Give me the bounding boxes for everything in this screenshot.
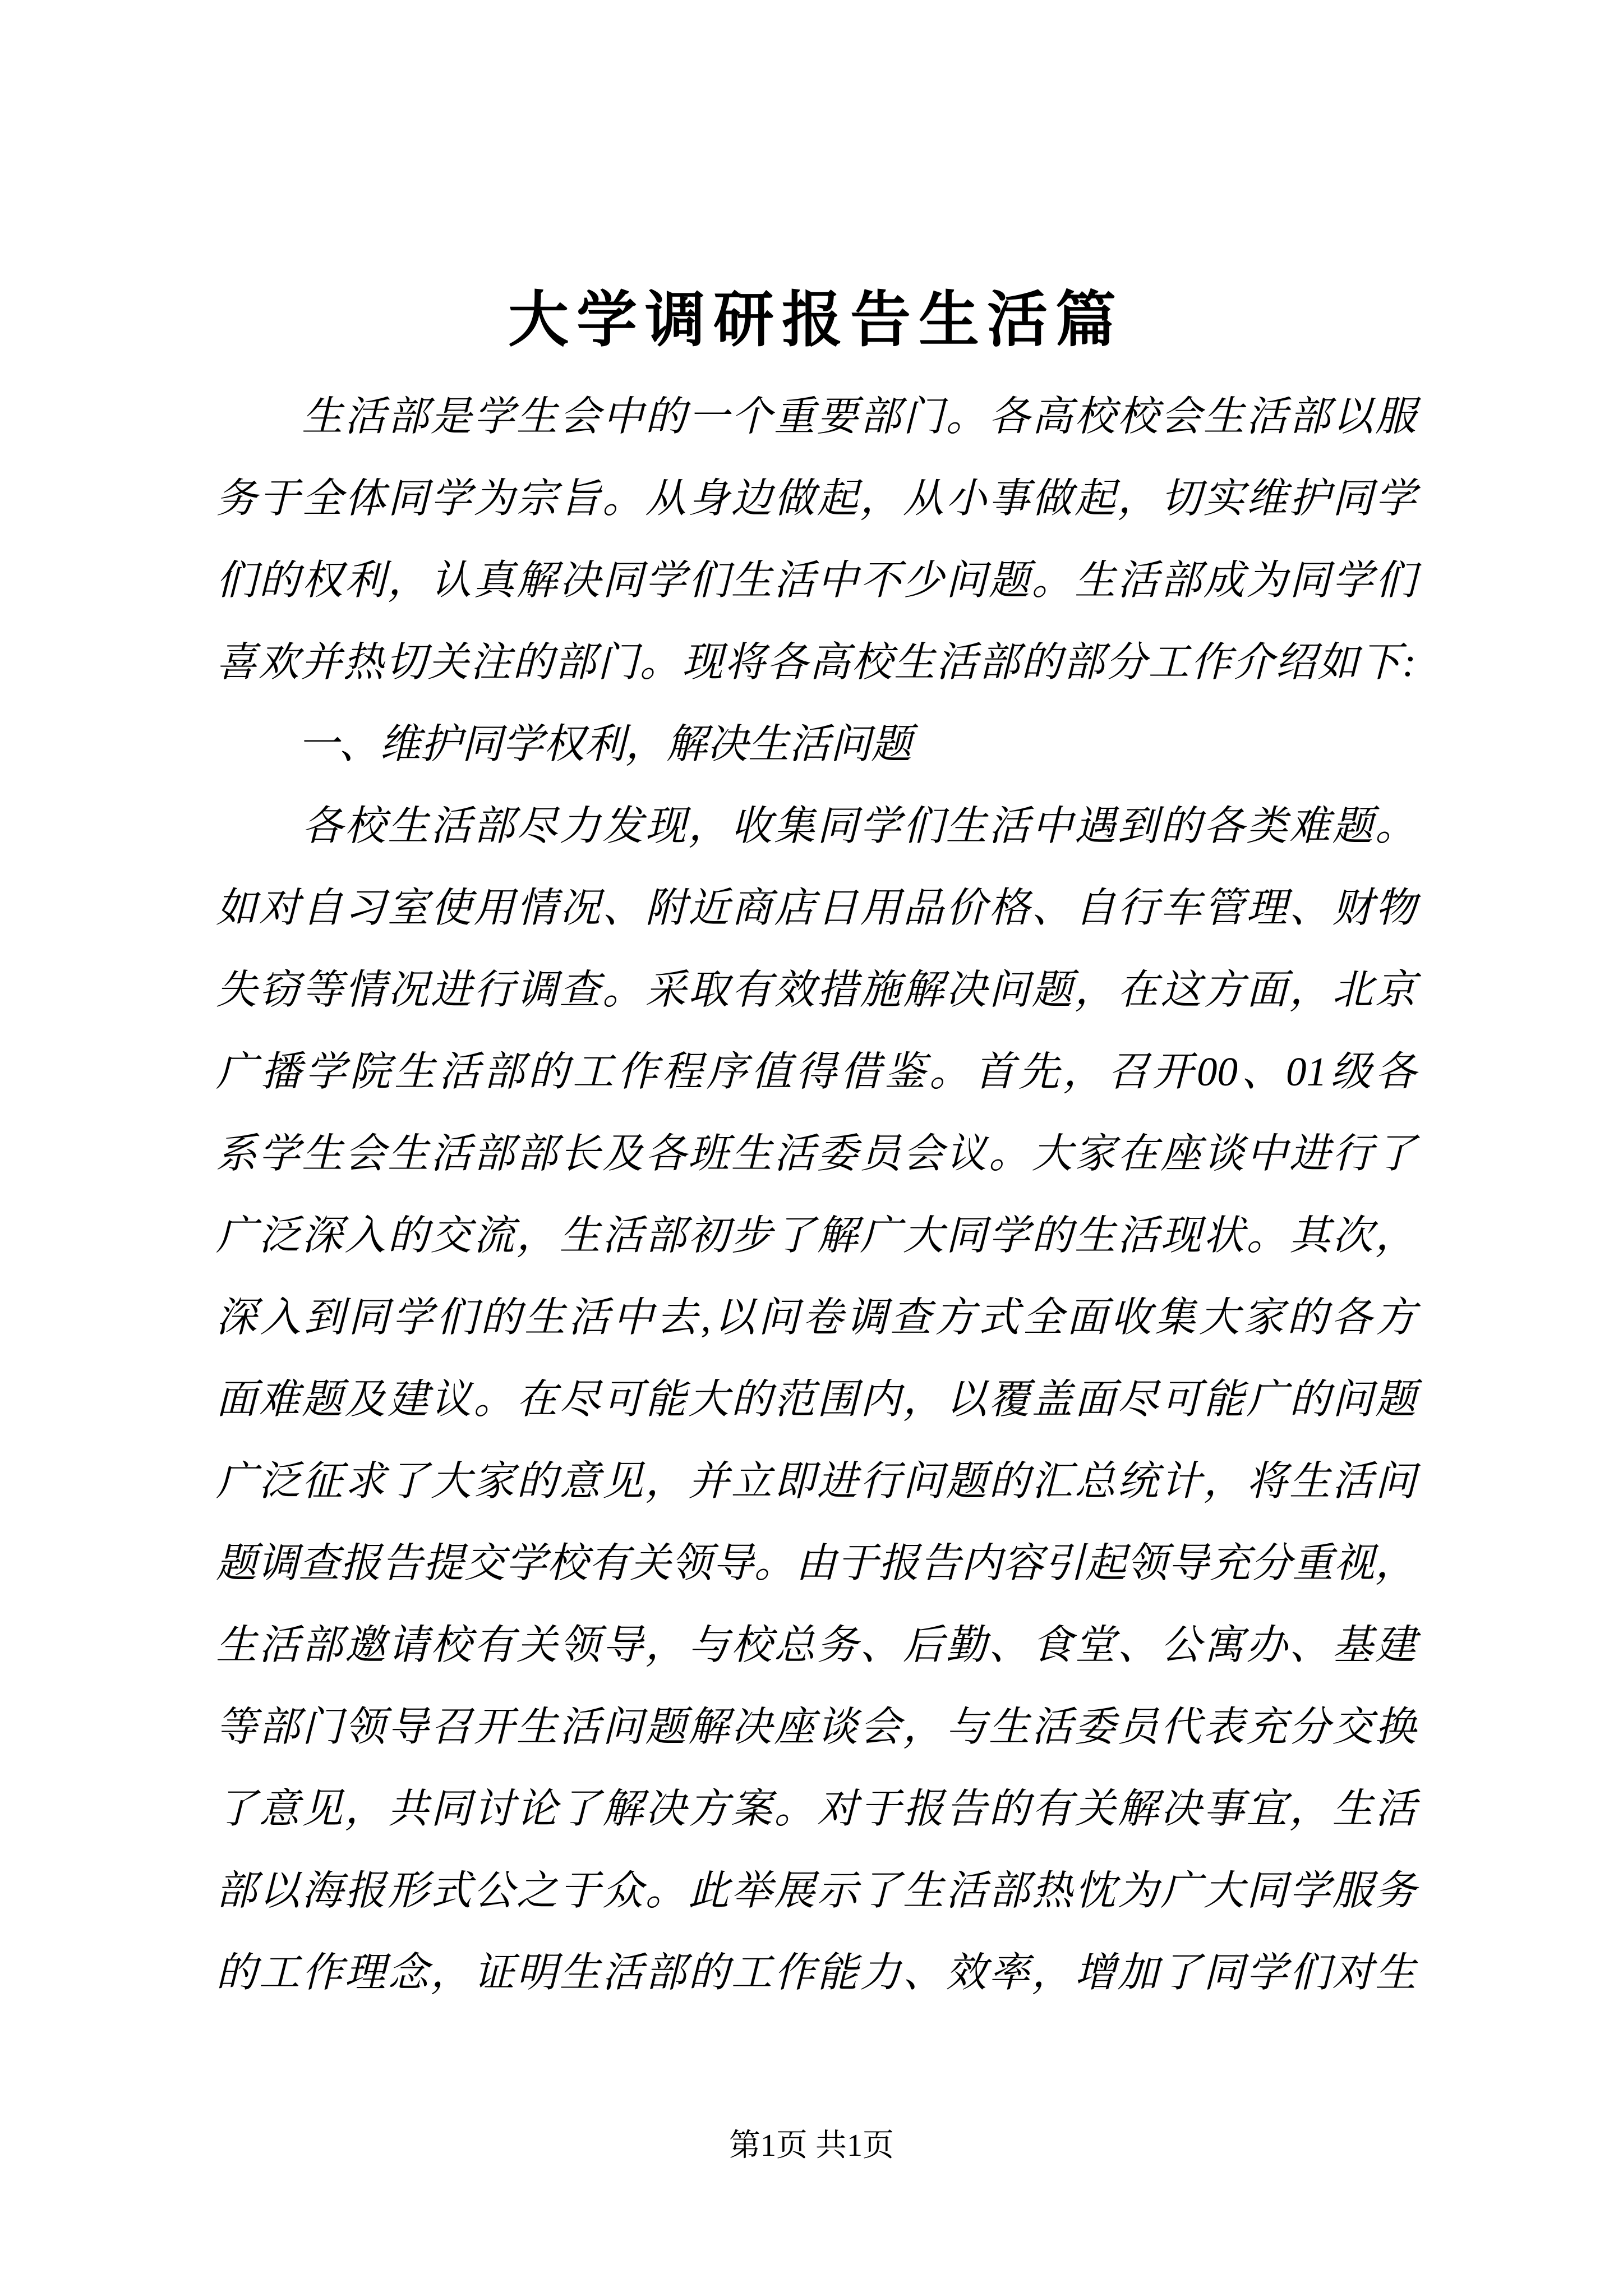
body-line: 各校生活部尽力发现，收集同学们生活中遇到的各类难题。 xyxy=(216,803,1416,849)
body-line: 生活部是学生会中的一个重要部门。各高校校会生活部以服 xyxy=(216,394,1416,439)
body-line: 部以海报形式公之于众。此举展示了生活部热忱为广大同学服务 xyxy=(216,1868,1416,1913)
body-line: 们的权利，认真解决同学们生活中不少问题。生活部成为同学们 xyxy=(216,558,1416,603)
body-line: 喜欢并热切关注的部门。现将各高校生活部的部分工作介绍如下: xyxy=(216,639,1416,685)
body-line: 如对自习室使用情况、附近商店日用品价格、自行车管理、财物 xyxy=(216,885,1416,931)
document-body xyxy=(216,376,1416,2014)
body-line: 广泛征求了大家的意见，并立即进行问题的汇总统计，将生活问 xyxy=(216,1458,1416,1504)
body-line: 的工作理念，证明生活部的工作能力、效率，增加了同学们对生 xyxy=(216,1950,1416,1995)
body-line: 失窃等情况进行调查。采取有效措施解决问题，在这方面，北京 xyxy=(216,967,1416,1013)
page-number-footer: 第1页 共1页 xyxy=(729,2128,894,2163)
body-line: 务于全体同学为宗旨。从身边做起，从小事做起，切实维护同学 xyxy=(216,476,1416,521)
body-line: 深入到同学们的生活中去,以问卷调查方式全面收集大家的各方 xyxy=(216,1295,1416,1340)
body-line: 等部门领导召开生活问题解决座谈会，与生活委员代表充分交换 xyxy=(216,1704,1416,1750)
body-line: 生活部邀请校有关领导，与校总务、后勤、食堂、公寓办、基建 xyxy=(216,1622,1416,1668)
section-heading-line: 一、维护同学权利，解决生活问题 xyxy=(216,721,912,767)
document-content xyxy=(216,0,1416,2014)
body-line: 广播学院生活部的工作程序值得借鉴。首先，召开00、01级各 xyxy=(216,1049,1416,1094)
body-line: 题调查报告提交学校有关领导。由于报告内容引起领导充分重视， xyxy=(216,1540,1416,1586)
body-line: 系学生会生活部部长及各班生活委员会议。大家在座谈中进行了 xyxy=(216,1131,1416,1176)
body-line: 面难题及建议。在尽可能大的范围内，以覆盖面尽可能广的问题 xyxy=(216,1377,1416,1422)
body-line: 了意见，共同讨论了解决方案。对于报告的有关解决事宜，生活 xyxy=(216,1786,1416,1832)
document-title: 大学调研报告生活篇 xyxy=(508,286,1124,353)
body-line: 广泛深入的交流，生活部初步了解广大同学的生活现状。其次， xyxy=(216,1213,1416,1258)
